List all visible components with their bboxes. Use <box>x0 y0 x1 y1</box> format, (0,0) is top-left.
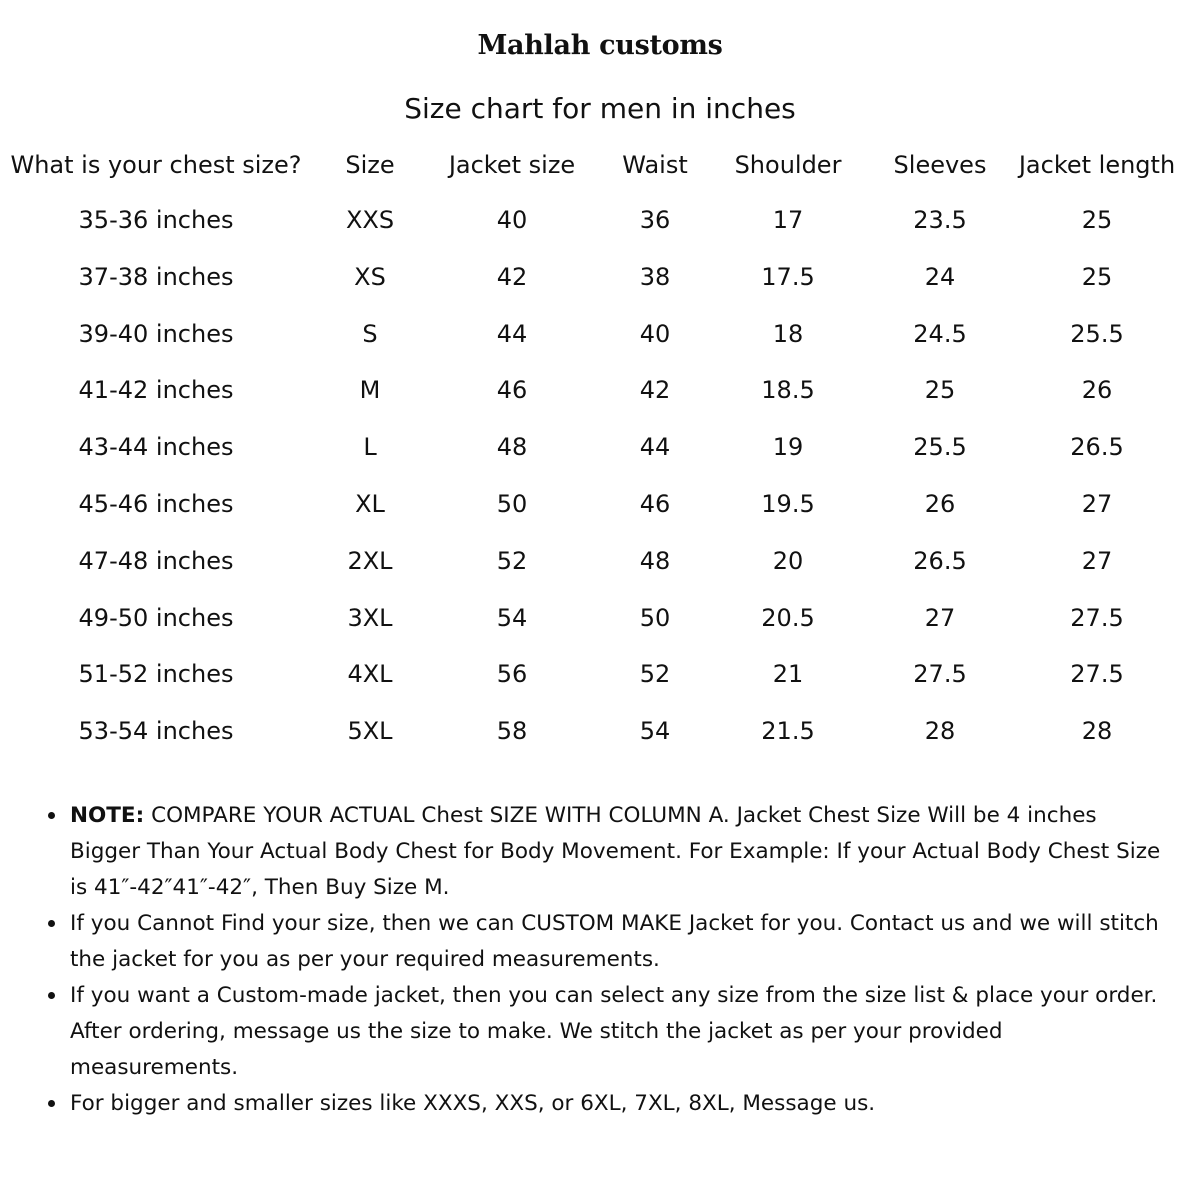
table-cell-jacket-length: 27 <box>1081 490 1113 518</box>
note-item <box>70 798 1200 906</box>
table-cell-sleeves: 27.5 <box>913 660 967 689</box>
table-cell-shoulder: 18 <box>772 319 804 348</box>
table-cell-jacket-size: 46 <box>496 376 528 405</box>
column-header-jacket-length: Jacket length <box>1018 151 1176 179</box>
table-cell-shoulder: 19.5 <box>761 490 815 518</box>
table-cell-sleeves: 28 <box>924 717 956 746</box>
table-cell-shoulder: 21 <box>772 660 804 689</box>
table-cell-jacket-length: 26 <box>1081 376 1113 405</box>
brand-title: Mahlah customs <box>477 30 723 61</box>
table-cell-size: 3XL <box>347 603 393 632</box>
note-label: NOTE: <box>70 803 145 828</box>
table-cell-chest: 35-36 inches <box>78 206 234 234</box>
table-cell-sleeves: 24.5 <box>913 319 967 348</box>
table-cell-jacket-size: 44 <box>496 319 528 348</box>
table-cell-jacket-length: 27.5 <box>1070 660 1124 689</box>
table-cell-jacket-size: 50 <box>496 490 528 518</box>
table-cell-shoulder: 18.5 <box>761 376 815 405</box>
chart-subtitle: Size chart for men in inches <box>404 92 796 125</box>
table-cell-jacket-length: 25 <box>1081 206 1113 234</box>
note-item <box>70 978 1200 1086</box>
table-cell-size: M <box>359 376 381 405</box>
table-cell-waist: 52 <box>639 660 671 689</box>
table-cell-jacket-size: 42 <box>496 262 528 291</box>
column-header-jacket-size: Jacket size <box>448 151 576 179</box>
note-text: If you want a Custom-made jacket, then you can select any size from the size list & place your order. After ordering, message us the size to make. We stitch the jacket as per your provided measurements. <box>70 983 1158 1080</box>
table-cell-jacket-size: 52 <box>496 546 528 575</box>
table-cell-jacket-size: 58 <box>496 717 528 746</box>
table-cell-jacket-size: 48 <box>496 433 528 462</box>
table-cell-chest: 51-52 inches <box>78 660 234 689</box>
table-cell-jacket-length: 28 <box>1081 717 1113 746</box>
table-cell-jacket-length: 27 <box>1081 546 1113 575</box>
table-cell-jacket-size: 54 <box>496 603 528 632</box>
table-cell-size: S <box>362 319 378 348</box>
table-cell-sleeves: 26 <box>924 490 956 518</box>
table-cell-size: 5XL <box>347 717 393 746</box>
table-cell-sleeves: 27 <box>924 603 956 632</box>
table-cell-shoulder: 17.5 <box>761 262 815 291</box>
table-cell-chest: 49-50 inches <box>78 603 234 632</box>
table-cell-waist: 42 <box>639 376 671 405</box>
table-cell-shoulder: 17 <box>772 206 804 234</box>
table-cell-jacket-length: 25.5 <box>1070 319 1124 348</box>
table-cell-chest: 43-44 inches <box>78 433 234 462</box>
table-cell-jacket-size: 56 <box>496 660 528 689</box>
table-cell-shoulder: 19 <box>772 433 804 462</box>
table-cell-waist: 36 <box>639 206 671 234</box>
table-cell-waist: 54 <box>639 717 671 746</box>
table-cell-size: XS <box>354 262 386 291</box>
table-cell-jacket-size: 40 <box>496 206 528 234</box>
table-cell-shoulder: 21.5 <box>761 717 815 746</box>
note-item <box>70 1086 1200 1122</box>
table-cell-chest: 45-46 inches <box>78 490 234 518</box>
column-header-sleeves: Sleeves <box>893 151 987 179</box>
table-cell-sleeves: 23.5 <box>913 206 967 234</box>
bullet-icon <box>48 992 55 999</box>
table-cell-chest: 41-42 inches <box>78 376 234 405</box>
table-cell-size: L <box>363 433 377 462</box>
table-cell-size: XL <box>355 490 385 518</box>
table-cell-waist: 46 <box>639 490 671 518</box>
table-cell-jacket-length: 26.5 <box>1070 433 1124 462</box>
table-cell-size: 2XL <box>347 546 393 575</box>
table-cell-sleeves: 25.5 <box>913 433 967 462</box>
table-cell-size: 4XL <box>347 660 393 689</box>
table-cell-sleeves: 26.5 <box>913 546 967 575</box>
notes-list <box>0 798 1200 1122</box>
column-header-size: Size <box>345 151 395 179</box>
bullet-icon <box>48 812 55 819</box>
column-header-shoulder: Shoulder <box>734 151 842 179</box>
table-cell-sleeves: 25 <box>924 376 956 405</box>
note-text: COMPARE YOUR ACTUAL Chest SIZE WITH COLUMN A. Jacket Chest Size Will be 4 inches Bigger Than Your Actual Body Chest for Body Movement. For Example: If your Actual Body Chest Size is 41″-42″41″-42″, Then Buy Size M. <box>70 803 1161 900</box>
column-header-chest: What is your chest size? <box>10 151 302 179</box>
table-cell-waist: 40 <box>639 319 671 348</box>
table-cell-waist: 48 <box>639 546 671 575</box>
table-cell-waist: 44 <box>639 433 671 462</box>
table-cell-sleeves: 24 <box>924 262 956 291</box>
bullet-icon <box>48 1100 55 1107</box>
table-cell-waist: 50 <box>639 603 671 632</box>
table-cell-waist: 38 <box>639 262 671 291</box>
table-cell-size: XXS <box>345 206 395 234</box>
note-text: If you Cannot Find your size, then we can CUSTOM MAKE Jacket for you. Contact us and we will stitch the jacket for you as per your required measurements. <box>70 911 1159 972</box>
table-cell-chest: 37-38 inches <box>78 262 234 291</box>
table-cell-shoulder: 20.5 <box>761 603 815 632</box>
table-cell-chest: 39-40 inches <box>78 319 234 348</box>
table-cell-chest: 53-54 inches <box>78 717 234 746</box>
note-text: For bigger and smaller sizes like XXXS, XXS, or 6XL, 7XL, 8XL, Message us. <box>70 1091 876 1116</box>
column-header-waist: Waist <box>622 151 688 179</box>
table-cell-jacket-length: 25 <box>1081 262 1113 291</box>
table-cell-chest: 47-48 inches <box>78 546 234 575</box>
note-item <box>70 906 1200 978</box>
table-cell-jacket-length: 27.5 <box>1070 603 1124 632</box>
table-cell-shoulder: 20 <box>772 546 804 575</box>
bullet-icon <box>48 920 55 927</box>
